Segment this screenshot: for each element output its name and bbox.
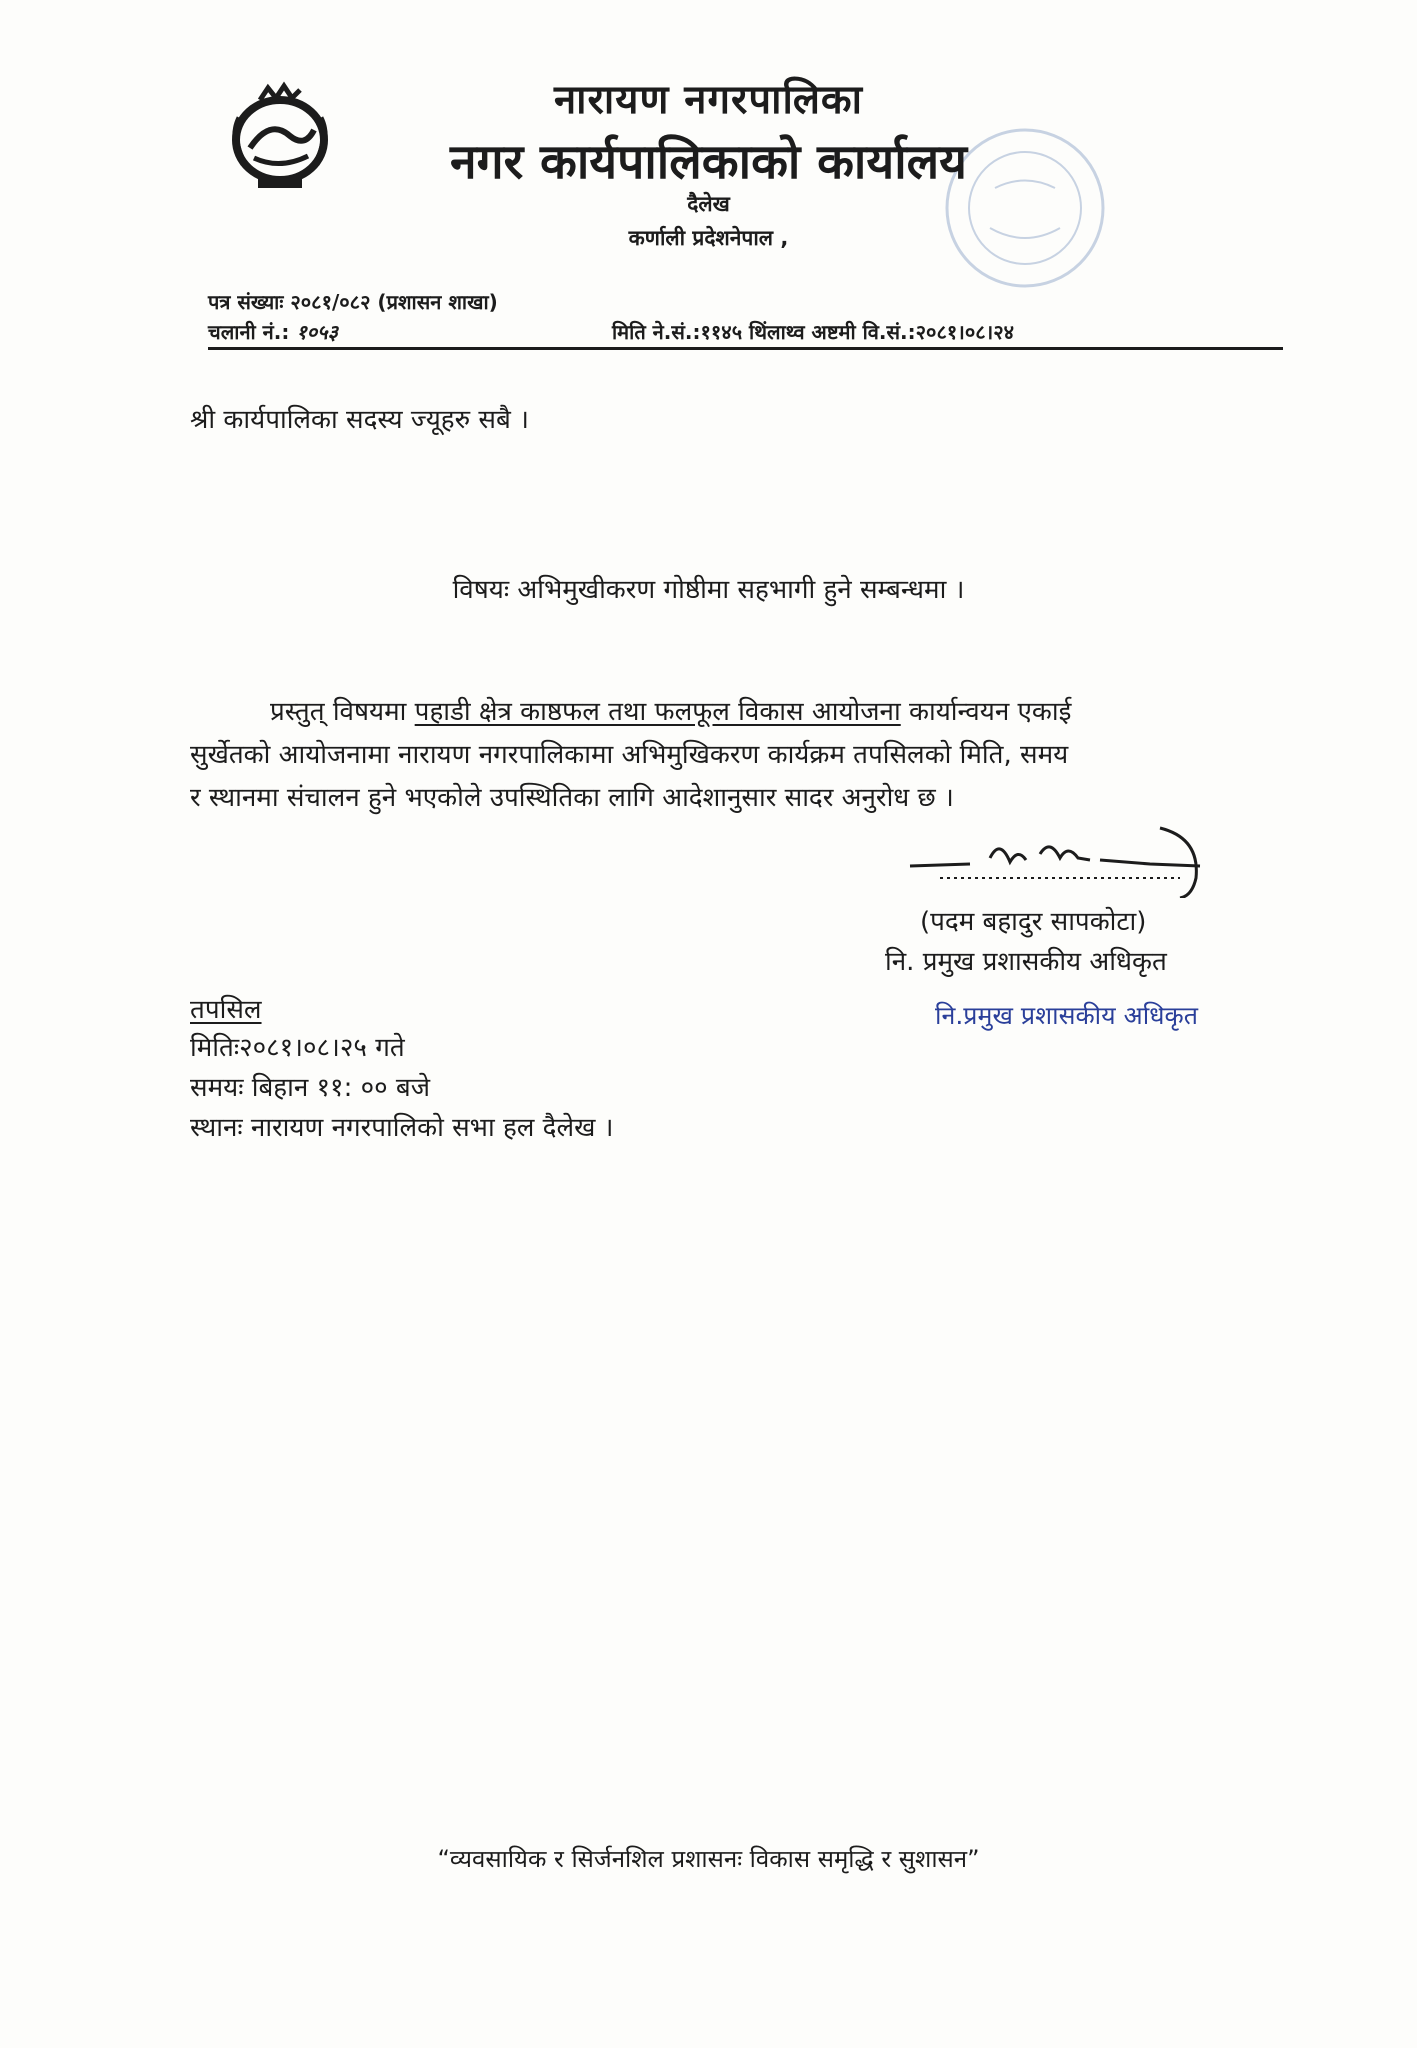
signatory-name: (पदम बहादुर सापकोटा) [920, 907, 1147, 937]
signatory-title: नि. प्रमुख प्रशासकीय अधिकृत [885, 947, 1167, 977]
schedule-place: स्थानः नारायण नगरपालिको सभा हल दैलेख । [190, 1113, 614, 1143]
schedule-date: मितिः२०८१।०८।२५ गते [190, 1033, 405, 1063]
district-name: दैलेख [687, 192, 730, 216]
dispatch-label: चलानी नं.: [208, 320, 290, 344]
schedule-title: तपसिल [190, 995, 262, 1025]
body-line-2: सुर्खेतको आयोजनामा नारायण नगरपालिकामा अभिमुखिकरण कार्यक्रम तपसिलको मिति, समय [190, 740, 1069, 770]
schedule-time: समयः बिहान ११: ०० बजे [190, 1073, 431, 1103]
body-line-1-suffix: कार्यान्वयन एकाई [900, 697, 1072, 727]
office-name: नगर कार्यपालिकाको कार्यालय [449, 134, 968, 190]
salutation: श्री कार्यपालिका सदस्य ज्यूहरु सबै । [190, 405, 529, 435]
footer-motto: “व्यवसायिक र सिर्जनशिल प्रशासनः विकास समृद्धि र सुशासन” [437, 1845, 980, 1873]
signature-icon [900, 818, 1260, 898]
body-line-1-prefix: प्रस्तुत् विषयमा [270, 697, 415, 727]
municipality-name: नारायण नगरपालिका [553, 77, 864, 123]
body-line-3: र स्थानमा संचालन हुने भएकोले उपस्थितिका लागि आदेशानुसार सादर अनुरोध छ । [190, 783, 954, 813]
handwritten-signature [900, 818, 1260, 898]
dispatch-number-row [208, 318, 338, 345]
subject-line: विषयः अभिमुखीकरण गोष्ठीमा सहभागी हुने सम्बन्धमा । [452, 575, 965, 605]
body-line-1 [270, 692, 1071, 732]
project-name: पहाडी क्षेत्र काष्ठफल तथा फलफूल विकास आयोजना [414, 697, 901, 727]
header-divider [208, 347, 1283, 350]
dispatch-number: १०५३ [296, 320, 338, 344]
letter-number: पत्र संख्याः २०८१/०८२ (प्रशासन शाखा) [208, 290, 498, 314]
official-title-stamp: नि.प्रमुख प्रशासकीय अधिकृत [935, 1001, 1198, 1030]
date-line: मिति ने.सं.:११४५ थिंलाथ्व अष्टमी वि.सं.:२०८१।०८।२४ [612, 320, 1014, 344]
province-name: कर्णाली प्रदेशनेपाल , [628, 226, 789, 250]
